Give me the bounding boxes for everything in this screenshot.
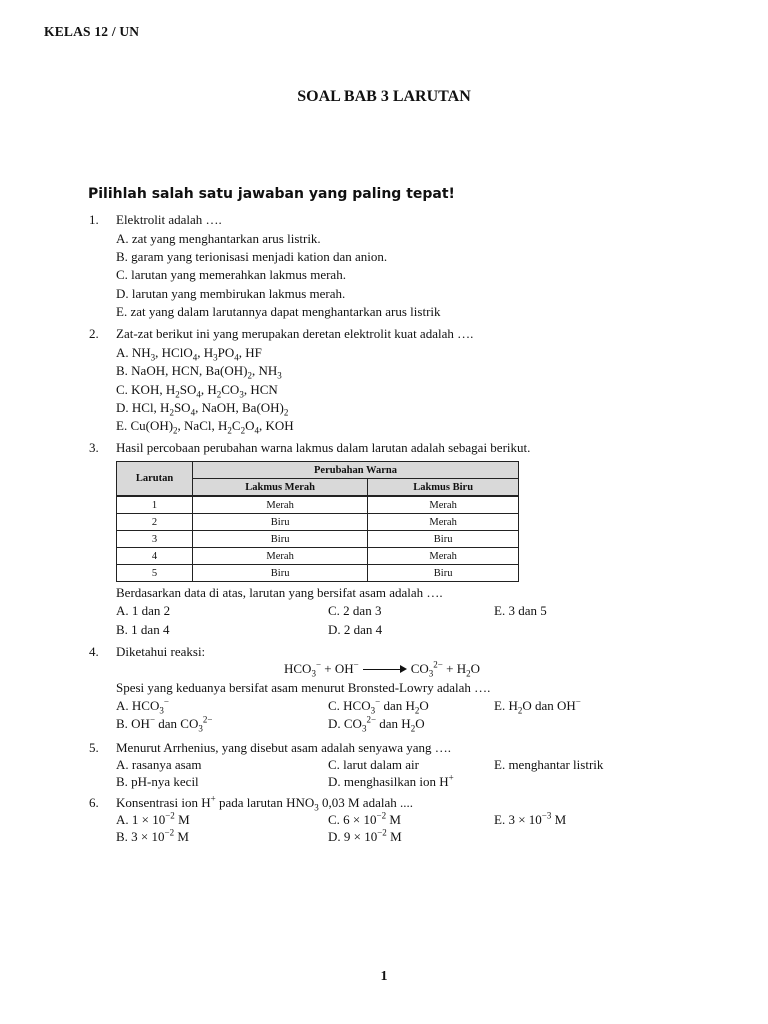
cell-larutan: 2 (117, 514, 193, 531)
litmus-table (116, 461, 519, 582)
q1-option-d: D. larutan yang membirukan lakmus merah. (116, 286, 346, 301)
q1-option-b: B. garam yang terionisasi menjadi kation dan anion. (116, 249, 388, 264)
q2-option-c: C. KOH, $H_2SO_4$, $H_2CO_3$, HCN (116, 382, 278, 400)
class-label: KELAS 12 / UN (44, 24, 140, 39)
cell-larutan: 5 (117, 565, 193, 582)
col-group-perubahan-warna: Perubahan Warna (193, 462, 519, 479)
q5-text: Menurut Arrhenius, yang disebut asam adalah senyawa yang …. (116, 740, 452, 755)
cell-lakmus-merah: Biru (193, 514, 368, 531)
table-row (117, 565, 519, 582)
table-row (117, 531, 519, 548)
q2-option-a: A. $NH_3$, HClO$_4$, $H_3PO_4$, HF (116, 345, 262, 363)
cell-lakmus-merah: Biru (193, 531, 368, 548)
table-row (117, 514, 519, 531)
q3-text: Hasil percobaan perubahan warna lakmus dalam larutan adalah sebagai berikut. (116, 440, 531, 455)
q2-option-e: E. $Cu(OH)_2$, NaCl, $H_2C_2O_4$, KOH (116, 418, 294, 436)
col-lakmus-merah: Lakmus Merah (193, 479, 368, 497)
q2-text: Zat-zat berikut ini yang merupakan deretan elektrolit kuat adalah …. (116, 326, 474, 341)
col-larutan: Larutan (117, 462, 193, 497)
q3-number: 3. (89, 440, 99, 455)
cell-lakmus-biru: Merah (368, 514, 519, 531)
q5-option-a: A. rasanya asam (116, 757, 202, 772)
q3-option-a: A. 1 dan 2 (116, 603, 171, 618)
table-row (117, 496, 519, 514)
q1-option-e: E. zat yang dalam larutannya dapat menghantarkan arus listrik (116, 304, 441, 319)
q2-option-d: D. HCl, $H_2SO_4$, NaOH, $Ba(OH)_2$ (116, 400, 289, 418)
q6-option-a: A. $1 \times 10^{-2}$ M (116, 810, 190, 827)
q4-option-a: A. $HCO_3^-$ (116, 696, 169, 716)
q3-option-b: B. 1 dan 4 (116, 622, 170, 637)
cell-larutan: 3 (117, 531, 193, 548)
q4-followup: Spesi yang keduanya bersifat asam menurut Bronsted-Lowry adalah …. (116, 680, 491, 695)
q6-text: Konsentrasi ion H+ pada larutan $HNO_3$ 0,03 M adalah .... (116, 793, 413, 813)
q5-option-c: C. larut dalam air (328, 757, 419, 772)
cell-lakmus-biru: Merah (368, 496, 519, 514)
q6-option-d: D. $9 \times 10^{-2}$ M (328, 827, 402, 844)
q4-text: Diketahui reaksi: (116, 644, 206, 659)
q4-option-d: D. $CO_3^{2-}$ dan $H_2O$ (328, 714, 425, 734)
q6-option-b: B. $3 \times 10^{-2}$ M (116, 827, 189, 844)
q5-option-d-text: D. menghasilkan ion H (328, 774, 449, 789)
page-number: 1 (380, 969, 388, 984)
q5-option-e: E. menghantar listrik (494, 757, 604, 772)
q3-followup: Berdasarkan data di atas, larutan yang bersifat asam adalah …. (116, 585, 443, 600)
q4-number: 4. (89, 644, 99, 659)
reaction-arrow-icon (363, 665, 407, 675)
cell-lakmus-biru: Biru (368, 565, 519, 582)
q4-option-e: E. $H_2O$ dan OH− (494, 696, 581, 716)
q3-option-c: C. 2 dan 3 (328, 603, 382, 618)
reaction-equation: $HCO_3^- + OH^-$ $CO_3^{2-} + H_2O$ (284, 659, 480, 679)
q6-option-c: C. $6 \times 10^{-2}$ M (328, 810, 401, 827)
q1-option-a: A. zat yang menghantarkan arus listrik. (116, 231, 321, 246)
q1-number: 1. (89, 212, 99, 227)
instruction: Pilihlah salah satu jawaban yang paling tepat! (88, 186, 455, 202)
q4-option-c: C. $HCO_3^-$ dan $H_2O$ (328, 696, 429, 716)
q5-number: 5. (89, 740, 99, 755)
q1-text: Elektrolit adalah …. (116, 212, 222, 227)
q4-option-b: B. OH− dan $CO_3^{2-}$ (116, 714, 213, 734)
q6-number: 6. (89, 795, 99, 810)
q5-option-d: D. menghasilkan ion H+ (328, 772, 454, 789)
q3-option-d: D. 2 dan 4 (328, 622, 383, 637)
cell-lakmus-biru: Merah (368, 548, 519, 565)
cell-lakmus-merah: Merah (193, 496, 368, 514)
cell-lakmus-merah: Biru (193, 565, 368, 582)
q6-option-e: E. $3 \times 10^{-3}$ M (494, 810, 567, 827)
q2-number: 2. (89, 326, 99, 341)
table-row (117, 548, 519, 565)
q5-option-b: B. pH-nya kecil (116, 774, 199, 789)
cell-larutan: 1 (117, 496, 193, 514)
q3-option-e: E. 3 dan 5 (494, 603, 547, 618)
page-title: SOAL BAB 3 LARUTAN (297, 88, 471, 105)
cell-larutan: 4 (117, 548, 193, 565)
cell-lakmus-merah: Merah (193, 548, 368, 565)
cell-lakmus-biru: Biru (368, 531, 519, 548)
q1-option-c: C. larutan yang memerahkan lakmus merah. (116, 267, 346, 282)
col-lakmus-biru: Lakmus Biru (368, 479, 519, 497)
q2-option-b: B. NaOH, HCN, $Ba(OH)_2$, $NH_3$ (116, 363, 282, 381)
